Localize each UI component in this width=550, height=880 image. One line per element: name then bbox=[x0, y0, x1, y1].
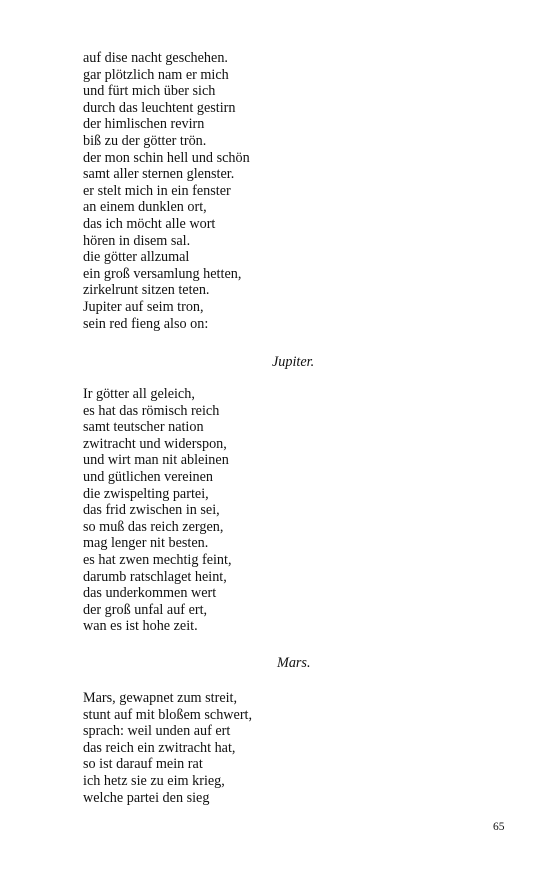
verse-line: samt aller sternen glenster. bbox=[83, 166, 235, 183]
verse-line: es hat das römisch reich bbox=[83, 402, 220, 419]
verse-line: welche partei den sieg bbox=[83, 789, 210, 806]
verse-line: durch das leuchtent gestirn bbox=[83, 99, 236, 116]
verse-line: stunt auf mit bloßem schwert, bbox=[83, 706, 253, 723]
page-number: 65 bbox=[493, 821, 505, 833]
verse-line: das ich möcht alle wort bbox=[83, 215, 216, 232]
verse-line: zwitracht und widerspon, bbox=[83, 435, 227, 452]
verse-line: hören in disem sal. bbox=[83, 232, 191, 249]
speaker-heading-mars: Mars. bbox=[277, 655, 311, 671]
verse-line: es hat zwen mechtig feint, bbox=[83, 551, 232, 568]
verse-stanza-1 bbox=[83, 50, 250, 332]
verse-line: sprach: weil unden auf ert bbox=[83, 723, 231, 740]
verse-line: an einem dunklen ort, bbox=[83, 199, 207, 216]
verse-line: mag lenger nit besten. bbox=[83, 535, 209, 552]
verse-line: der groß unfal auf ert, bbox=[83, 601, 208, 618]
verse-line: auf dise nacht geschehen. bbox=[83, 50, 228, 66]
verse-line: Jupiter auf seim tron, bbox=[83, 298, 204, 315]
verse-line: Mars, gewapnet zum streit, bbox=[83, 690, 238, 706]
verse-line: wan es ist hohe zeit. bbox=[83, 618, 198, 635]
verse-line: Ir götter all geleich, bbox=[83, 386, 195, 402]
verse-line: das frid zwischen in sei, bbox=[83, 502, 220, 519]
verse-line: biß zu der götter trön. bbox=[83, 132, 207, 149]
verse-line: das underkommen wert bbox=[83, 585, 217, 602]
speaker-heading-jupiter: Jupiter. bbox=[272, 354, 315, 370]
verse-line: die zwispelting partei, bbox=[83, 485, 209, 502]
verse-line: der mon schin hell und schön bbox=[83, 149, 250, 166]
verse-line: so muß das reich zergen, bbox=[83, 518, 224, 535]
verse-line: sein red fieng also on: bbox=[83, 315, 209, 332]
verse-line: so ist darauf mein rat bbox=[83, 756, 203, 773]
verse-line: und fürt mich über sich bbox=[83, 83, 216, 100]
verse-stanza-3 bbox=[83, 690, 252, 806]
verse-line: und gütlichen vereinen bbox=[83, 468, 214, 485]
verse-line: ich hetz sie zu eim krieg, bbox=[83, 772, 225, 789]
verse-line: darumb ratschlaget heint, bbox=[83, 568, 227, 585]
verse-line: und wirt man nit ableinen bbox=[83, 452, 229, 469]
verse-line: der himlischen revirn bbox=[83, 116, 205, 133]
verse-line: ein groß versamlung hetten, bbox=[83, 265, 242, 282]
verse-line: das reich ein zwitracht hat, bbox=[83, 739, 236, 756]
verse-line: samt teutscher nation bbox=[83, 419, 204, 436]
verse-line: gar plötzlich nam er mich bbox=[83, 66, 229, 83]
verse-line: die götter allzumal bbox=[83, 249, 190, 266]
verse-stanza-2 bbox=[83, 386, 232, 635]
verse-line: er stelt mich in ein fenster bbox=[83, 182, 231, 199]
verse-line: zirkelrunt sitzen teten. bbox=[83, 282, 210, 299]
